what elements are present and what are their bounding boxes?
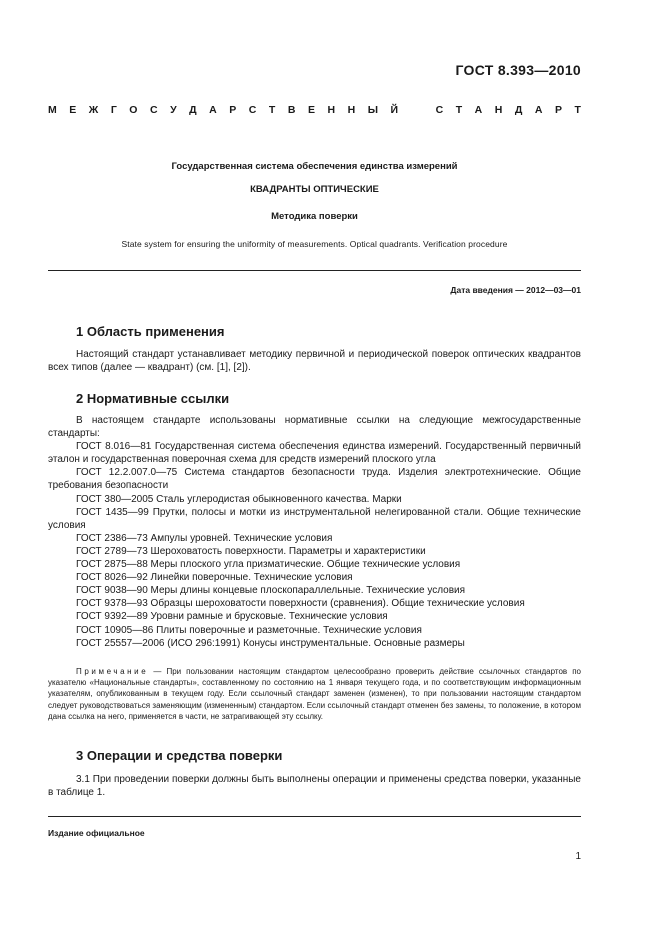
section-2-intro: В настоящем стандарте использованы нормативные ссылки на следующие межгосударственные стандарты:: [48, 415, 581, 440]
banner-letter: Н: [494, 104, 503, 116]
banner-letter: А: [474, 104, 483, 116]
section-1-heading: 1 Область применения: [76, 324, 225, 339]
page-number: 1: [575, 851, 581, 862]
section-3-heading: 3 Операции и средства поверки: [76, 748, 283, 763]
normative-reference: ГОСТ 8.016—81 Государственная система обеспечения единства измерений. Государственный первичный эталон и государственная поверочная схема для средств измерений плоского угла: [48, 441, 581, 466]
banner-letter: Т: [574, 104, 581, 116]
system-title: Государственная система обеспечения единства измерений: [171, 161, 458, 172]
banner-letter: Р: [229, 104, 237, 116]
introduction-date: Дата введения — 2012—03—01: [450, 285, 581, 295]
banner-letter: Н: [327, 104, 336, 116]
banner-letter: О: [129, 104, 138, 116]
banner-letter: Й: [390, 104, 399, 116]
english-title: State system for ensuring the uniformity of measurements. Optical quadrants. Verification procedure: [121, 239, 508, 249]
normative-reference: ГОСТ 9378—93 Образцы шероховатости поверхности (сравнения). Общие технические условия: [76, 598, 525, 610]
normative-reference: ГОСТ 2875—88 Меры плоского угла призматические. Общие технические условия: [76, 559, 461, 571]
banner-letter: Ж: [88, 104, 99, 116]
normative-reference: ГОСТ 9038—90 Меры длины концевые плоскопараллельные. Технические условия: [76, 585, 466, 597]
section-1-body: [48, 348, 581, 374]
banner-letter: Е: [69, 104, 77, 116]
note-text: — При пользовании настоящим стандартом целесообразно проверить действие ссылочных стандартов по указателю «Национальные стандарты», составленному по состоянию на 1 января текущего года, и по соответствующим информационным указателям, опубликованным в текущем году. Если ссылочный стандарт заменен (изменен), то при пользовании настоящим стандартом следует руководствоваться заменяющим (измененным) стандартом. Если ссылочный стандарт отменен без замены, то положение, в котором дана ссылка на него, применяется в части, не затрагивающей эту ссылку.: [48, 667, 581, 721]
banner-letter: С: [149, 104, 158, 116]
section-1-text: Настоящий стандарт устанавливает методику первичной и периодической поверок оптических квадрантов всех типов (далее — квадрант) (см. [1], [2]).: [48, 349, 581, 374]
banner-letter: Н: [347, 104, 356, 116]
section-2-body: [48, 414, 581, 650]
header-divider: [48, 270, 581, 271]
banner-letter: У: [170, 104, 177, 116]
note-label: Примечание: [76, 667, 149, 676]
normative-reference: ГОСТ 380—2005 Сталь углеродистая обыкновенного качества. Марки: [76, 493, 402, 505]
banner-letter: Т: [268, 104, 276, 116]
banner-letter: С: [435, 104, 444, 116]
normative-reference: ГОСТ 2386—73 Ампулы уровней. Технические условия: [76, 532, 333, 544]
normative-reference: ГОСТ 25557—2006 (ИСО 296:1991) Конусы инструментальные. Основные размеры: [76, 637, 465, 649]
section-2-heading: 2 Нормативные ссылки: [76, 391, 230, 406]
normative-reference: ГОСТ 1435—99 Прутки, полосы и мотки из инструментальной нелегированной стали. Общие технические условия: [48, 506, 581, 531]
document-title: КВАДРАНТЫ ОПТИЧЕСКИЕ: [250, 184, 379, 195]
official-edition-label: Издание официальное: [48, 828, 145, 838]
banner-letter: Т: [455, 104, 463, 116]
banner-letter: В: [287, 104, 296, 116]
note-paragraph: [48, 666, 581, 722]
note-block: [48, 666, 581, 722]
normative-reference: ГОСТ 10905—86 Плиты поверочные и разметочные. Технические условия: [76, 624, 422, 636]
banner-letter: Ы: [367, 104, 378, 116]
normative-reference: ГОСТ 2789—73 Шероховатость поверхности. Параметры и характеристики: [76, 545, 426, 557]
section-3-body: [48, 773, 581, 799]
footer-divider: [48, 816, 581, 817]
banner-letter: Д: [189, 104, 197, 116]
normative-reference: ГОСТ 9392—89 Уровни рамные и брусковые. Технические условия: [76, 611, 388, 623]
banner-letter: Г: [110, 104, 117, 116]
interstate-standard-banner: [48, 104, 581, 116]
banner-letter: С: [248, 104, 257, 116]
banner-letter: М: [48, 104, 57, 116]
banner-letter: Р: [554, 104, 562, 116]
standard-code: ГОСТ 8.393—2010: [455, 62, 581, 78]
banner-letter: А: [534, 104, 543, 116]
normative-reference: ГОСТ 12.2.007.0—75 Система стандартов безопасности труда. Изделия электротехнические. Общие требования безопасности: [48, 467, 581, 492]
banner-letter: Е: [307, 104, 315, 116]
section-3-text: 3.1 При проведении поверки должны быть выполнены операции и применены средства поверки, указанные в таблице 1.: [48, 774, 581, 799]
banner-letter: А: [209, 104, 217, 116]
normative-reference: ГОСТ 8026—92 Линейки поверочные. Технические условия: [76, 572, 353, 584]
banner-letter: Д: [514, 104, 523, 116]
document-subtitle: Методика поверки: [271, 211, 358, 222]
